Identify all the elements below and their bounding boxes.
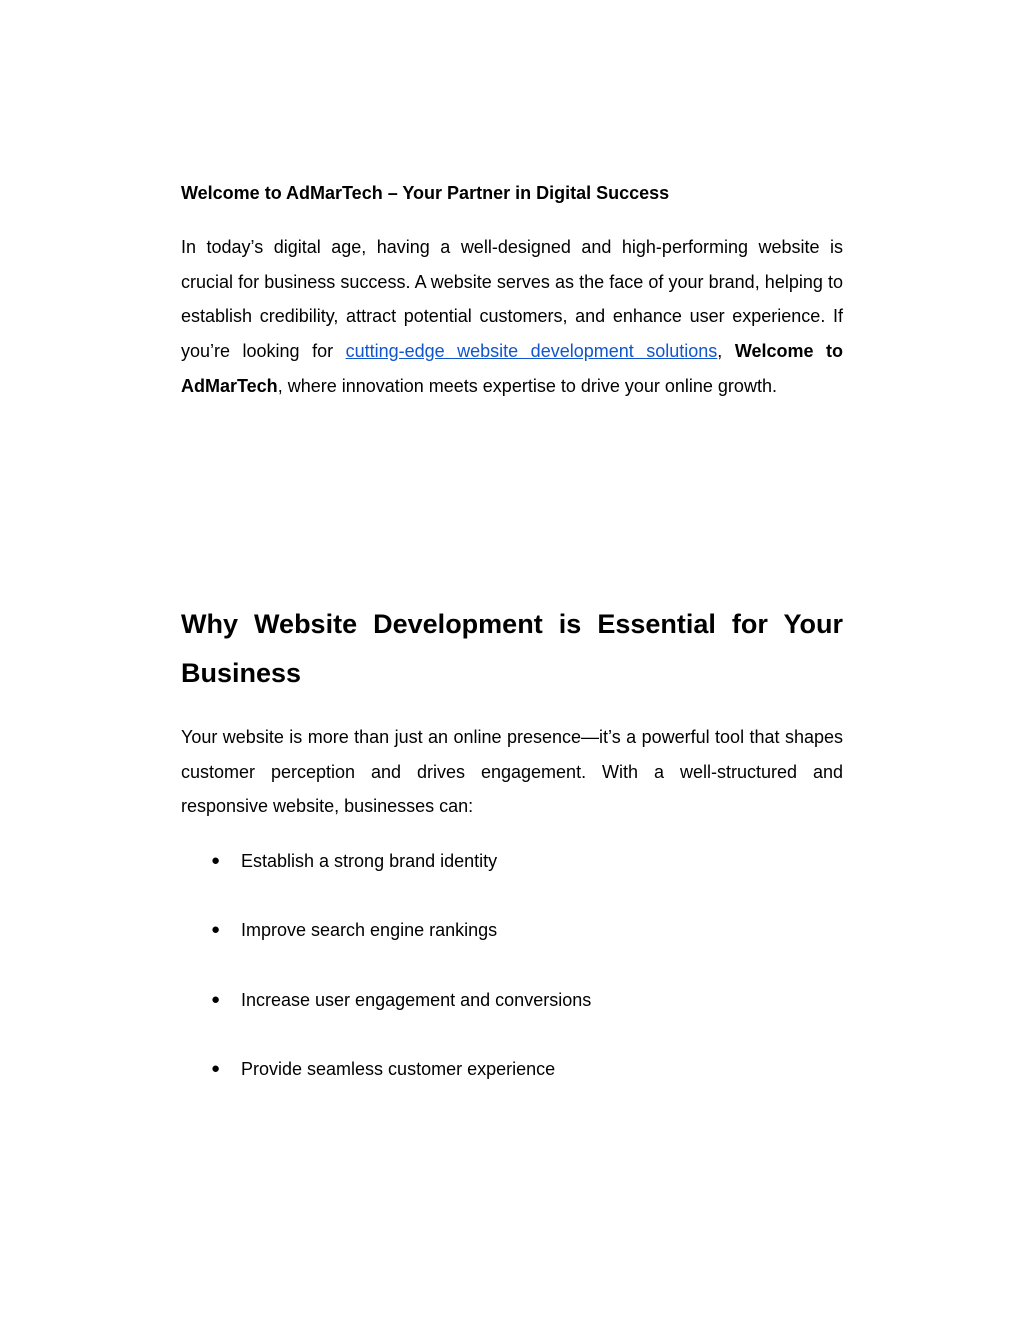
intro-separator: , — [717, 341, 735, 362]
list-item — [181, 1052, 843, 1121]
list-item — [181, 913, 843, 982]
bullet-icon: ● — [211, 852, 221, 869]
list-item — [181, 983, 843, 1052]
intro-bold-text: Welcome to AdMarTech — [181, 341, 843, 396]
bullet-icon: ● — [211, 1059, 221, 1077]
intro-text-after-bold: , where innovation meets expertise to drive your online growth. — [277, 375, 777, 396]
list-item-text: Establish a strong brand identity — [241, 851, 498, 871]
intro-paragraph — [181, 230, 843, 404]
website-development-link[interactable]: cutting-edge website development solutions — [345, 341, 718, 362]
section-heading: Why Website Development is Essential for Your Business — [181, 609, 843, 688]
bullet-icon: ● — [211, 990, 221, 1008]
section-paragraph: Your website is more than just an online presence—it’s a powerful tool that shapes customer perception and drives engagement. With a well-structured and responsive website, businesses can: — [181, 727, 843, 817]
bullet-icon: ● — [211, 921, 221, 939]
intro-text-before-link: In today’s digital age, having a well-designed and high-performing website is crucial for business success. A website serves as the face of your brand, helping to establish credibility, attract potential customers, and enhance user experience. If you’re looking for — [181, 237, 843, 362]
benefits-list — [181, 844, 843, 1121]
list-item-text: Provide seamless customer experience — [241, 1058, 556, 1079]
intro-title: Welcome to AdMarTech – Your Partner in Digital Success — [181, 183, 670, 203]
list-item — [181, 844, 843, 913]
list-item-text: Improve search engine rankings — [241, 920, 498, 941]
list-item-text: Increase user engagement and conversions — [241, 989, 592, 1010]
